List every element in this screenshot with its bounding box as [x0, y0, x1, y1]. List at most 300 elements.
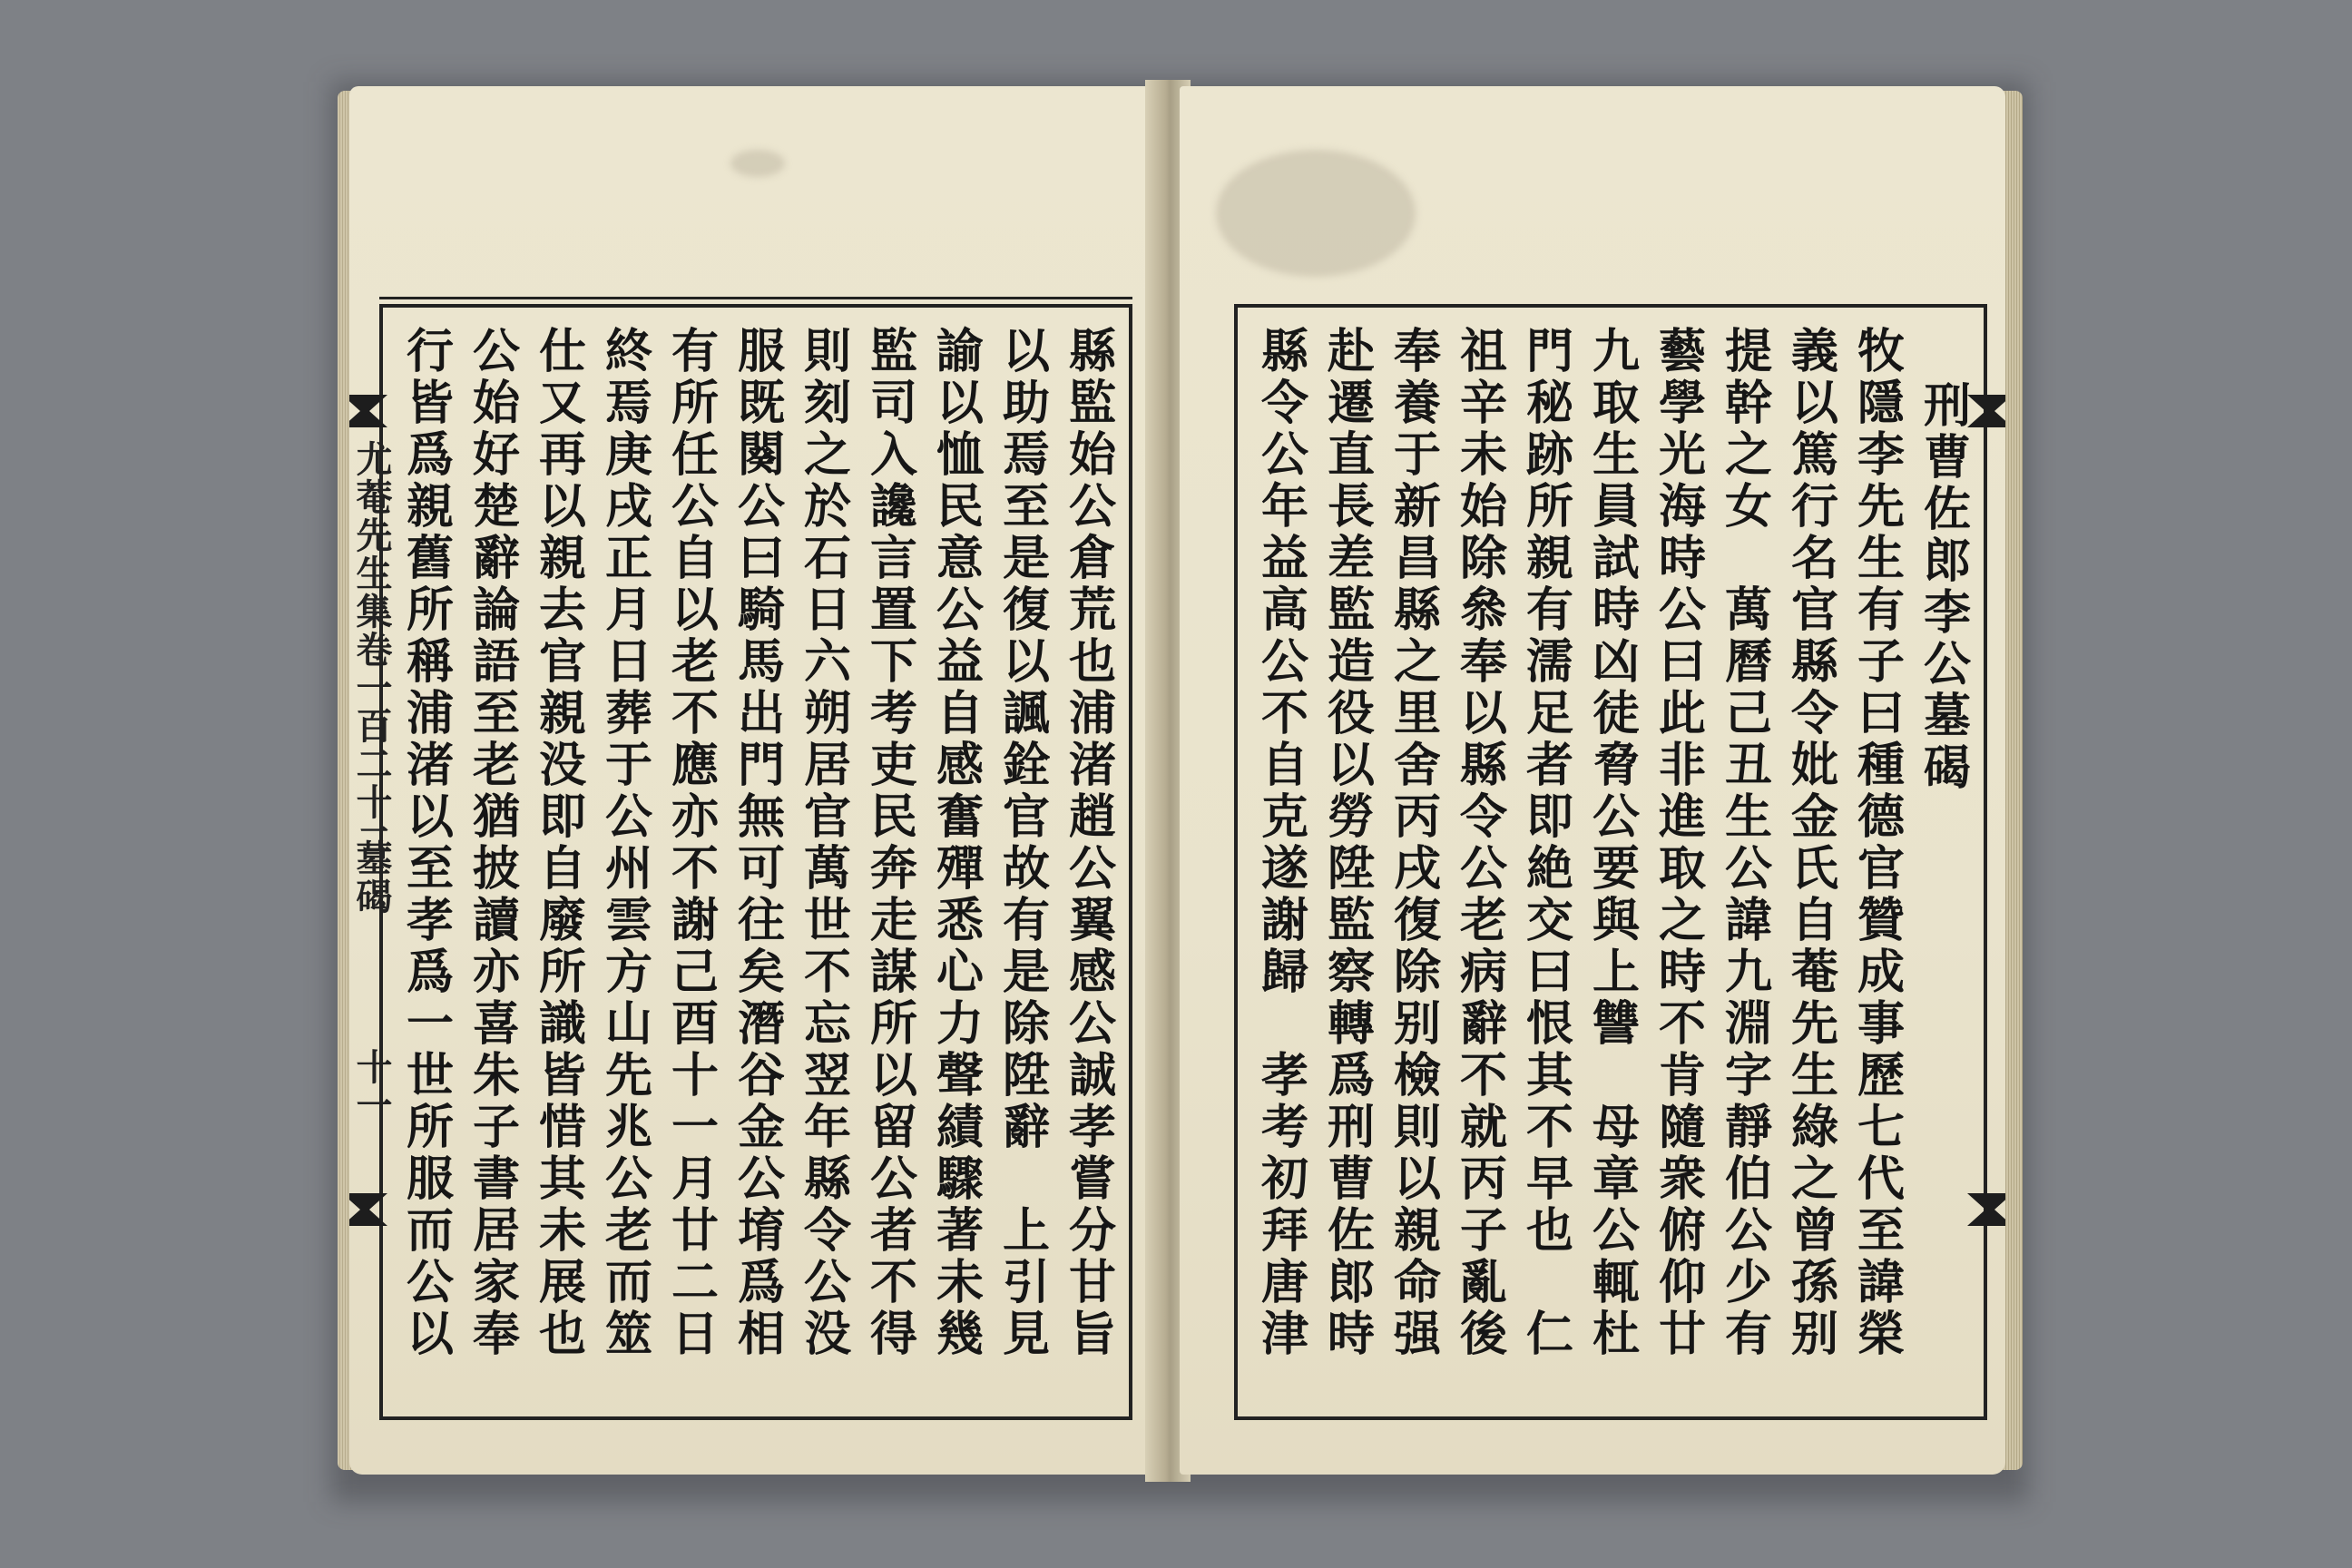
glyph: 字 [1724, 1048, 1772, 1103]
glyph: 服 [737, 324, 785, 379]
glyph: 得 [869, 1307, 917, 1362]
left-column [399, 326, 461, 1360]
glyph: 自 [936, 686, 984, 741]
glyph: 公 [737, 1152, 785, 1207]
glyph: 以 [1459, 686, 1507, 741]
glyph: 庚 [604, 427, 652, 483]
glyph: 赴 [1327, 324, 1375, 379]
glyph: 以 [1327, 738, 1375, 793]
glyph: 津 [1260, 1307, 1308, 1362]
glyph: 悉 [936, 893, 984, 948]
glyph: 又 [538, 376, 586, 431]
glyph: 取 [1592, 376, 1640, 431]
glyph: 所 [406, 583, 454, 638]
glyph: 復 [1393, 893, 1441, 948]
glyph: 谷 [737, 1048, 785, 1103]
glyph: 官 [1790, 583, 1838, 638]
glyph: 刻 [803, 376, 851, 431]
glyph: 仁 [1525, 1307, 1573, 1362]
glyph: 相 [737, 1307, 785, 1362]
glyph: 徒 [1592, 686, 1640, 741]
glyph: 老 [1459, 893, 1507, 948]
glyph: 公 [1459, 841, 1507, 897]
glyph: 少 [1724, 1255, 1772, 1310]
glyph: 一 [671, 1100, 719, 1155]
glyph: 縣 [1393, 583, 1441, 638]
glyph: 有 [671, 324, 719, 379]
glyph: 朱 [472, 1048, 520, 1103]
right-column [1453, 326, 1514, 1360]
title-glyph: 曹 [1923, 430, 1971, 485]
glyph: 自 [538, 841, 586, 897]
glyph: 自 [1260, 738, 1308, 793]
glyph: 石 [803, 531, 851, 586]
glyph: 生 [1790, 1048, 1838, 1103]
glyph: 所 [538, 945, 586, 1000]
glyph: 刑 [1327, 1100, 1375, 1155]
glyph: 也 [538, 1307, 586, 1362]
glyph: 直 [1327, 427, 1375, 483]
glyph: 公 [869, 1152, 917, 1207]
glyph: 也 [1068, 634, 1116, 690]
glyph: 不 [803, 945, 851, 1000]
glyph: 而 [406, 1203, 454, 1259]
glyph: 别 [1790, 1307, 1838, 1362]
glyph: 不 [1459, 1048, 1507, 1103]
glyph: 奉 [1459, 634, 1507, 690]
glyph: 監 [869, 324, 917, 379]
glyph: 謀 [869, 945, 917, 1000]
left-column [598, 326, 660, 1360]
glyph: 生 [1857, 531, 1905, 586]
glyph: 曰 [737, 531, 785, 586]
glyph: 朔 [803, 686, 851, 741]
title-glyph: 墓 [1923, 689, 1971, 744]
glyph: 諭 [936, 324, 984, 379]
glyph: 闋 [737, 427, 785, 483]
glyph: 公 [1592, 1203, 1640, 1259]
glyph: 早 [1525, 1152, 1573, 1207]
glyph: 公 [671, 479, 719, 534]
glyph: 以 [1002, 634, 1050, 690]
glyph: 讐 [1592, 996, 1640, 1052]
glyph: 篤 [1790, 427, 1838, 483]
left-column [466, 326, 527, 1360]
left-text-block [383, 308, 1129, 1416]
paper-stain [1216, 150, 1416, 277]
glyph: 益 [1260, 531, 1308, 586]
glyph: 德 [1857, 789, 1905, 845]
glyph: 榮 [1857, 1307, 1905, 1362]
glyph: 成 [1857, 945, 1905, 1000]
glyph: 子 [1857, 634, 1905, 690]
glyph: 識 [538, 996, 586, 1052]
glyph: 命 [1393, 1255, 1441, 1310]
glyph: 以 [936, 376, 984, 431]
title-glyph: 郎 [1923, 534, 1971, 589]
glyph: 心 [936, 945, 984, 1000]
glyph: 事 [1857, 996, 1905, 1052]
glyph: 進 [1658, 789, 1706, 845]
left-page [349, 86, 1157, 1475]
glyph: 拜 [1260, 1203, 1308, 1259]
glyph: 仕 [538, 324, 586, 379]
glyph: 凶 [1592, 634, 1640, 690]
glyph: 論 [472, 583, 520, 638]
glyph: 曆 [1724, 634, 1772, 690]
glyph: 復 [1002, 583, 1050, 638]
glyph: 靜 [1724, 1100, 1772, 1155]
glyph: 筮 [604, 1307, 652, 1362]
glyph: 至 [1002, 479, 1050, 534]
glyph: 正 [604, 531, 652, 586]
glyph: 公 [406, 1255, 454, 1310]
glyph: 忘 [803, 996, 851, 1052]
glyph: 輒 [1592, 1255, 1640, 1310]
glyph: 皆 [538, 1048, 586, 1103]
glyph: 母 [1592, 1100, 1640, 1155]
glyph: 名 [1790, 531, 1838, 586]
glyph: 一 [406, 996, 454, 1052]
glyph: 與 [1592, 893, 1640, 948]
glyph: 提 [1724, 324, 1772, 379]
glyph: 爲 [406, 945, 454, 1000]
glyph: 誠 [1068, 1048, 1116, 1103]
glyph: 展 [538, 1255, 586, 1310]
glyph: 楚 [472, 479, 520, 534]
glyph: 聲 [936, 1048, 984, 1103]
glyph: 以 [538, 479, 586, 534]
glyph: 兆 [604, 1100, 652, 1155]
glyph: 始 [472, 376, 520, 431]
glyph: 是 [1002, 945, 1050, 1000]
glyph: 未 [1459, 427, 1507, 483]
glyph: 曰 [1857, 686, 1905, 741]
glyph: 以 [1393, 1152, 1441, 1207]
title-glyph: 碣 [1923, 740, 1971, 796]
glyph: 堉 [737, 1203, 785, 1259]
glyph: 者 [1525, 738, 1573, 793]
glyph: 舊 [406, 531, 454, 586]
glyph: 歸 [1260, 945, 1308, 1000]
glyph: 監 [1327, 893, 1375, 948]
glyph: 病 [1459, 945, 1507, 1000]
glyph: 奮 [936, 789, 984, 845]
glyph: 種 [1857, 738, 1905, 793]
glyph: 令 [1459, 789, 1507, 845]
glyph: 官 [1857, 841, 1905, 897]
glyph: 十 [671, 1048, 719, 1103]
glyph: 以 [406, 789, 454, 845]
glyph: 舍 [1393, 738, 1441, 793]
glyph: 金 [1790, 789, 1838, 845]
glyph: 子 [472, 1100, 520, 1155]
glyph: 日 [803, 583, 851, 638]
glyph: 勞 [1327, 789, 1375, 845]
glyph: 入 [869, 427, 917, 483]
glyph: 往 [737, 893, 785, 948]
glyph: 非 [1658, 738, 1706, 793]
glyph: 而 [604, 1255, 652, 1310]
glyph: 女 [1724, 479, 1772, 534]
glyph: 有 [1002, 893, 1050, 948]
glyph: 差 [1327, 531, 1375, 586]
right-text-block [1238, 308, 1984, 1416]
glyph: 公 [1592, 789, 1640, 845]
glyph: 老 [472, 738, 520, 793]
glyph: 陞 [1002, 1048, 1050, 1103]
glyph: 分 [1068, 1203, 1116, 1259]
glyph: 以 [869, 1048, 917, 1103]
right-column [1519, 326, 1581, 1360]
glyph: 要 [1592, 841, 1640, 897]
glyph: 佐 [1327, 1203, 1375, 1259]
glyph: 不 [1525, 1100, 1573, 1155]
glyph: 以 [1002, 324, 1050, 379]
glyph: 不 [1658, 996, 1706, 1052]
glyph: 州 [604, 841, 652, 897]
glyph: 再 [538, 427, 586, 483]
glyph: 焉 [1002, 427, 1050, 483]
glyph: 淵 [1724, 996, 1772, 1052]
glyph: 至 [406, 841, 454, 897]
glyph: 長 [1327, 479, 1375, 534]
glyph: 讀 [472, 893, 520, 948]
glyph: 時 [1592, 583, 1640, 638]
glyph: 趙 [1068, 789, 1116, 845]
glyph: 就 [1459, 1100, 1507, 1155]
glyph: 有 [1724, 1307, 1772, 1362]
glyph: 自 [1790, 893, 1838, 948]
glyph: 之 [1393, 634, 1441, 690]
glyph: 廢 [538, 893, 586, 948]
glyph: 李 [1857, 427, 1905, 483]
glyph: 考 [869, 686, 917, 741]
glyph: 應 [671, 738, 719, 793]
glyph: 亂 [1459, 1255, 1507, 1310]
glyph: 杜 [1592, 1307, 1640, 1362]
glyph: 幾 [936, 1307, 984, 1362]
glyph: 絶 [1525, 841, 1573, 897]
glyph: 萬 [803, 841, 851, 897]
glyph: 任 [671, 427, 719, 483]
glyph: 代 [1857, 1152, 1905, 1207]
glyph: 感 [1068, 945, 1116, 1000]
right-column [1320, 326, 1382, 1360]
glyph: 未 [538, 1203, 586, 1259]
glyph: 義 [1790, 324, 1838, 379]
glyph: 也 [1525, 1203, 1573, 1259]
glyph: 世 [803, 893, 851, 948]
glyph: 爲 [1327, 1048, 1375, 1103]
glyph: 九 [1724, 945, 1772, 1000]
glyph: 九 [1592, 324, 1640, 379]
glyph: 曹 [1327, 1152, 1375, 1207]
glyph: 監 [1327, 583, 1375, 638]
right-column [1254, 326, 1316, 1360]
glyph: 于 [1393, 427, 1441, 483]
glyph: 驟 [936, 1152, 984, 1207]
glyph: 戌 [1393, 841, 1441, 897]
glyph: 益 [936, 634, 984, 690]
glyph: 公 [604, 789, 652, 845]
glyph: 遂 [1260, 841, 1308, 897]
glyph: 年 [1260, 479, 1308, 534]
glyph: 其 [1525, 1048, 1573, 1103]
glyph: 縣 [1260, 324, 1308, 379]
glyph: 民 [869, 789, 917, 845]
glyph: 令 [1790, 686, 1838, 741]
title-column [1916, 380, 1978, 794]
glyph: 光 [1658, 427, 1706, 483]
glyph: 濡 [1525, 634, 1573, 690]
glyph: 有 [1857, 583, 1905, 638]
glyph: 騎 [737, 583, 785, 638]
glyph: 公 [1658, 583, 1706, 638]
title-glyph: 李 [1923, 585, 1971, 641]
glyph: 綠 [1790, 1100, 1838, 1155]
glyph: 俯 [1658, 1203, 1706, 1259]
glyph: 馬 [737, 634, 785, 690]
glyph: 先 [1857, 479, 1905, 534]
glyph: 脅 [1592, 738, 1640, 793]
glyph: 年 [803, 1100, 851, 1155]
paper-stain [730, 150, 785, 177]
glyph: 民 [936, 479, 984, 534]
glyph: 親 [406, 479, 454, 534]
glyph: 官 [1002, 789, 1050, 845]
glyph: 歷 [1857, 1048, 1905, 1103]
glyph: 以 [671, 583, 719, 638]
glyph: 無 [737, 789, 785, 845]
glyph: 至 [1857, 1203, 1905, 1259]
glyph: 行 [406, 324, 454, 379]
glyph: 曾 [1790, 1203, 1838, 1259]
glyph: 居 [803, 738, 851, 793]
glyph: 績 [936, 1100, 984, 1155]
left-column [797, 326, 858, 1360]
glyph: 之 [803, 427, 851, 483]
glyph: 走 [869, 893, 917, 948]
glyph: 親 [538, 686, 586, 741]
glyph: 令 [1260, 376, 1308, 431]
right-column [1718, 326, 1779, 1360]
glyph: 公 [1068, 841, 1116, 897]
glyph: 去 [538, 583, 586, 638]
glyph: 二 [671, 1255, 719, 1310]
glyph: 辛 [1459, 376, 1507, 431]
glyph: 贊 [1857, 893, 1905, 948]
glyph: 生 [1724, 789, 1772, 845]
glyph: 後 [1459, 1307, 1507, 1362]
glyph: 月 [604, 583, 652, 638]
glyph: 恤 [936, 427, 984, 483]
glyph: 没 [803, 1307, 851, 1362]
glyph: 養 [1393, 376, 1441, 431]
glyph: 除 [1393, 945, 1441, 1000]
glyph: 造 [1327, 634, 1375, 690]
glyph: 浦 [406, 686, 454, 741]
glyph: 吏 [869, 738, 917, 793]
glyph: 居 [472, 1203, 520, 1259]
glyph: 所 [1525, 479, 1573, 534]
glyph: 奔 [869, 841, 917, 897]
glyph: 初 [1260, 1152, 1308, 1207]
glyph: 披 [472, 841, 520, 897]
glyph: 甘 [1068, 1255, 1116, 1310]
right-text-frame [1234, 304, 1987, 1420]
glyph: 月 [671, 1152, 719, 1207]
glyph: 所 [869, 996, 917, 1052]
glyph: 公 [604, 1152, 652, 1207]
right-column [1651, 326, 1713, 1360]
glyph: 此 [1658, 686, 1706, 741]
glyph: 公 [1068, 996, 1116, 1052]
glyph: 轉 [1327, 996, 1375, 1052]
glyph: 親 [1525, 531, 1573, 586]
glyph: 殫 [936, 841, 984, 897]
glyph: 萬 [1724, 583, 1772, 638]
glyph: 皆 [406, 376, 454, 431]
glyph: 除 [1002, 996, 1050, 1052]
glyph: 六 [803, 634, 851, 690]
glyph: 以 [406, 1307, 454, 1362]
margin-section: 墓碣 [350, 839, 393, 916]
glyph: 縣 [1790, 634, 1838, 690]
glyph: 不 [671, 686, 719, 741]
left-upper-rule [379, 297, 1132, 299]
glyph: 書 [472, 1152, 520, 1207]
glyph: 浦 [1068, 686, 1116, 741]
glyph: 公 [1724, 1203, 1772, 1259]
glyph: 諱 [1724, 893, 1772, 948]
title-glyph: 公 [1923, 637, 1971, 692]
glyph: 著 [936, 1203, 984, 1259]
glyph: 爲 [737, 1255, 785, 1310]
glyph: 考 [1260, 1100, 1308, 1155]
glyph: 恨 [1525, 996, 1573, 1052]
glyph: 猶 [472, 789, 520, 845]
glyph: 時 [1658, 531, 1706, 586]
glyph: 諷 [1002, 686, 1050, 741]
title-glyph: 刑 [1923, 378, 1971, 434]
glyph: 之 [1724, 427, 1772, 483]
glyph: 孫 [1790, 1255, 1838, 1310]
glyph: 時 [1658, 945, 1706, 1000]
glyph: 員 [1592, 479, 1640, 534]
glyph: 司 [869, 376, 917, 431]
glyph: 辭 [472, 531, 520, 586]
glyph: 令 [803, 1203, 851, 1259]
left-column [730, 326, 792, 1360]
glyph: 監 [1068, 376, 1116, 431]
left-column [532, 326, 593, 1360]
glyph: 公 [803, 1255, 851, 1310]
glyph: 潛 [737, 996, 785, 1052]
glyph: 意 [936, 531, 984, 586]
glyph: 引 [1002, 1255, 1050, 1310]
glyph: 服 [406, 1152, 454, 1207]
glyph: 親 [538, 531, 586, 586]
glyph: 渚 [406, 738, 454, 793]
glyph: 不 [1260, 686, 1308, 741]
glyph: 跡 [1525, 427, 1573, 483]
glyph: 留 [869, 1100, 917, 1155]
glyph: 氏 [1790, 841, 1838, 897]
right-column [1850, 326, 1912, 1360]
glyph: 辭 [1459, 996, 1507, 1052]
glyph: 丙 [1459, 1152, 1507, 1207]
